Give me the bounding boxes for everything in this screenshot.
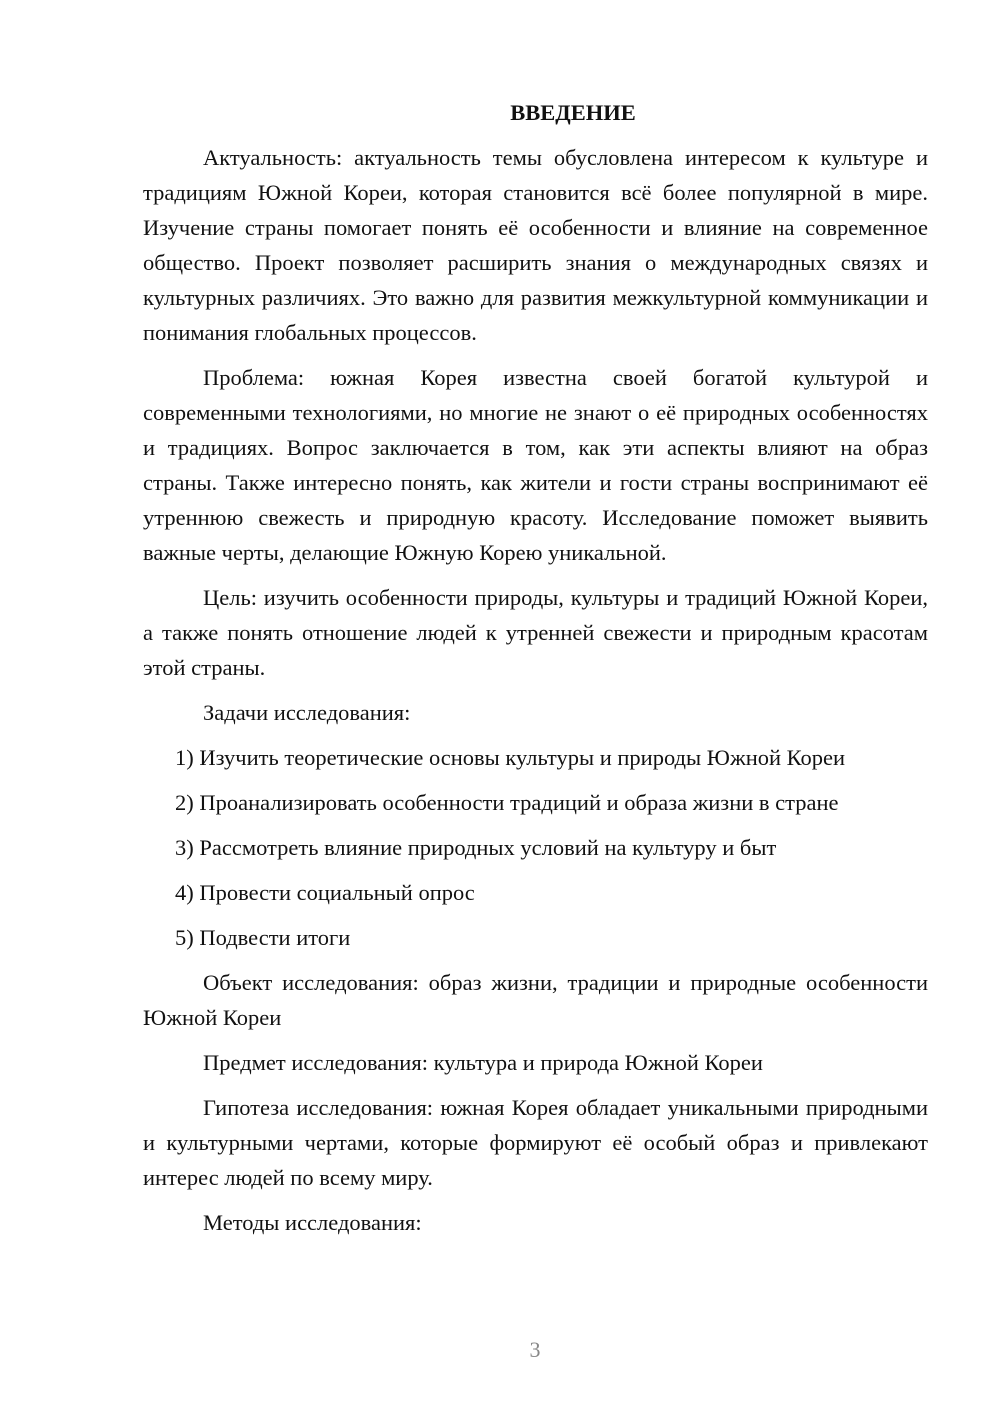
page-content xyxy=(143,95,928,1250)
paragraph-hypothesis: Гипотеза исследования: южная Корея обладает уникальными природными и культурными чертами, которые формируют её особый образ и привлекают интерес людей по всему миру. xyxy=(143,1095,928,1190)
list-item: 4) Провести социальный опрос xyxy=(175,880,475,905)
list-item: 3) Рассмотреть влияние природных условий на культуру и быт xyxy=(175,835,777,860)
paragraph-goal: Цель: изучить особенности природы, культуры и традиций Южной Кореи, а также понять отношение людей к утренней свежести и природным красотам этой страны. xyxy=(143,585,928,680)
paragraph-problem: Проблема: южная Корея известна своей богатой культурой и современными технологиями, но многие не знают о её природных особенностях и традициях. Вопрос заключается в том, как эти аспекты влияют на образ страны. Также интересно понять, как жители и гости страны воспринимают её утреннюю свежесть и природную красоту. Исследование поможет выявить важные черты, делающие Южную Корею уникальной. xyxy=(143,365,928,565)
list-item: 2) Проанализировать особенности традиций и образа жизни в стране xyxy=(175,790,839,815)
tasks-heading: Задачи исследования: xyxy=(203,700,411,725)
paragraph-relevance: Актуальность: актуальность темы обусловлена интересом к культуре и традициям Южной Кореи, которая становится всё более популярной в мире. Изучение страны помогает понять её особенности и влияние на современное общество. Проект позволяет расширить знания о международных связях и культурных различиях. Это важно для развития межкультурной коммуникации и понимания глобальных процессов. xyxy=(143,145,928,345)
list-item: 5) Подвести итоги xyxy=(175,925,351,950)
list-item: 1) Изучить теоретические основы культуры и природы Южной Кореи xyxy=(175,745,846,770)
methods-heading: Методы исследования: xyxy=(203,1210,422,1235)
tasks-list xyxy=(143,740,928,955)
paragraph-object: Объект исследования: образ жизни, традиции и природные особенности Южной Кореи xyxy=(143,970,928,1030)
paragraph-subject: Предмет исследования: культура и природа Южной Кореи xyxy=(203,1050,763,1075)
page-title: ВВЕДЕНИЕ xyxy=(510,100,636,125)
page-number: 3 xyxy=(529,1337,541,1362)
